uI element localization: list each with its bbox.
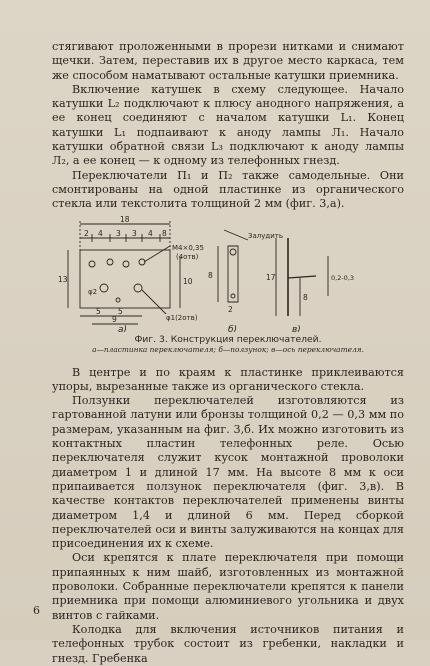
paragraph: Включение катушек в схему следующее. Начало катушки L₂ подключают к плюсу анодного напряжения, а ее конец соединяют с началом катушки L₁. Конец катушки L₁ подпаивают к аноду лампы Л₁. Начало катушки обратной связи L₃ подключают к аноду лампы Л₂, а ее конец — к одному из телефонных гнезд. xyxy=(52,82,404,168)
paragraph: стягивают проложенными в прорези нитками и снимают щечки. Затем, переставив их в другое место каркаса, тем же способом наматывают остальные катушки приемника. xyxy=(52,40,404,82)
dim-2: 2 xyxy=(84,228,89,238)
dim-thickness: 0,2-0,3 xyxy=(331,273,355,282)
label-c: в) xyxy=(292,324,301,332)
dim-13: 13 xyxy=(58,274,68,284)
paragraph: Ползунки переключателей изготовляются из гартованной латуни или бронзы толщиной 0,2 — 0,3 мм по размерам, указанным на фиг. 3,б. Их можно изготовить из контактных пластин телефонных реле. Осью переключателя служит кусок монтажной проволоки диаметром 1 и длиной 17 мм. На высоте 8 мм к оси припаивается ползунок переключателя (фиг. 3,в). В качестве контактов переключателей применены винты диаметром 1,4 и длиной 6 мм. Перед сборкой переключателей оси и винты залуживаются на концах для присоединения их к схеме. xyxy=(52,394,404,551)
paragraph: Оси крепятся к плате переключателя при помощи припаянных к ним шайб, изготовленных из монтажной проволоки. Собранные переключатели крепятся к панели приемника при помощи алюминиевого угольника и двух винтов с гайками. xyxy=(52,551,404,622)
paragraph: Переключатели П₁ и П₂ также самодельные. Они смонтированы на одной пластинке из органического стекла или текстолита толщиной 2 мм (фиг. 3,а). xyxy=(52,168,404,211)
label-a: а) xyxy=(118,324,128,332)
dim-8c: 8 xyxy=(303,292,308,302)
thread-note-count: (4отв) xyxy=(176,252,199,261)
dim-4b: 4 xyxy=(148,228,153,238)
switch-construction-drawing xyxy=(52,216,404,332)
dim-18: 18 xyxy=(120,215,130,224)
figure-caption: Фиг. 3. Конструкция переключателей. xyxy=(134,333,322,345)
paragraph: В центре и по краям к пластинке приклеиваются упоры, вырезанные также из органического стекла. xyxy=(52,365,404,393)
figure-3 xyxy=(52,216,404,332)
dim-2b: 2 xyxy=(228,304,233,314)
dim-10: 10 xyxy=(183,276,193,286)
dim-4a: 4 xyxy=(98,228,103,238)
dim-3a: 3 xyxy=(116,228,121,238)
paragraph: Колодка для включения источников питания и телефонных трубок состоит из гребенки, накладки и гнезд. Гребенка xyxy=(52,622,404,665)
dim-9: 9 xyxy=(112,314,117,324)
dim-3b: 3 xyxy=(132,228,137,238)
figure-subcaption: а—пластинка переключателя; б—ползунок; в—ось переключателя. xyxy=(92,344,364,354)
dim-5a: 5 xyxy=(96,306,101,316)
solder-note: Залудить xyxy=(248,231,283,240)
hole-phi1-note: φ1(2отв) xyxy=(166,313,198,322)
label-b: б) xyxy=(228,324,238,332)
dim-8b: 8 xyxy=(208,270,213,280)
dim-5b: 5 xyxy=(118,306,123,316)
dim-8: 8 xyxy=(162,228,167,238)
page-number: 6 xyxy=(33,604,40,617)
hole-phi2-note: φ2 xyxy=(88,287,98,296)
thread-note: М4×0,35 xyxy=(172,243,204,252)
dim-17: 17 xyxy=(266,272,276,282)
